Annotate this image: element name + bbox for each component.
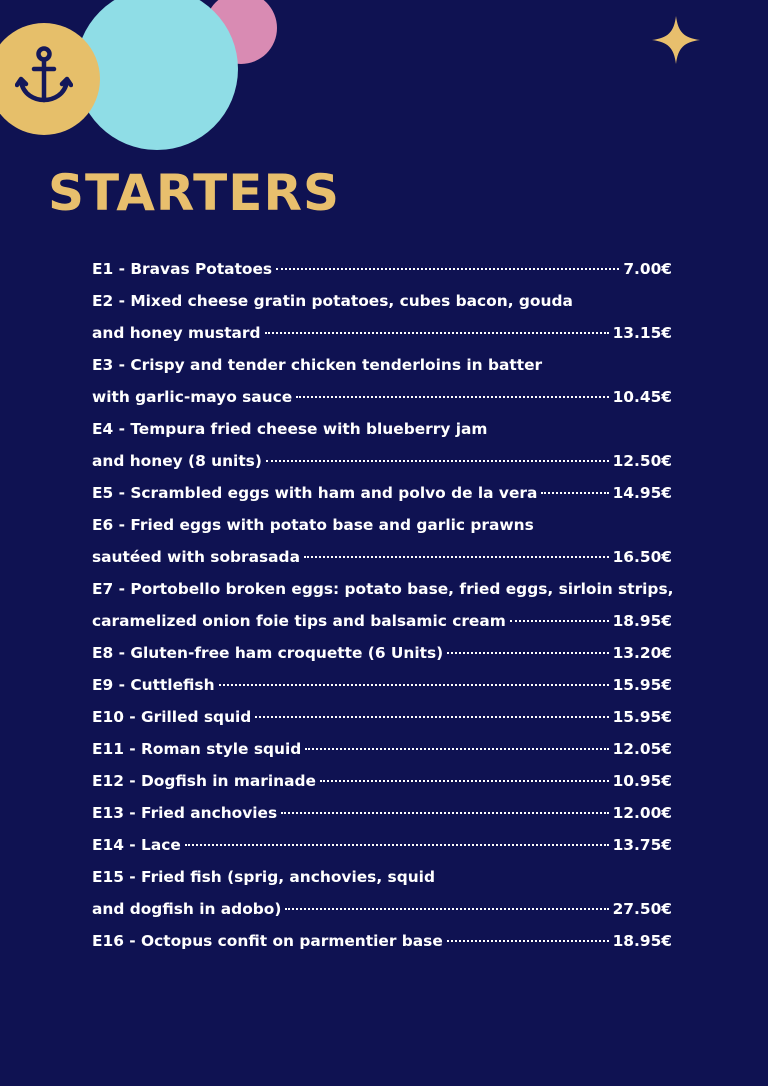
menu-item-name: with garlic-mayo sauce: [92, 388, 293, 406]
menu-item-name: and honey (8 units): [92, 452, 262, 470]
menu-item-name: and honey mustard: [92, 324, 261, 342]
menu-item-row: [92, 925, 672, 957]
menu-item-name: E13 - Fried anchovies: [92, 804, 278, 822]
menu-item-price: 27.50€: [612, 900, 672, 918]
menu-item: [92, 285, 672, 349]
dot-leader: [285, 908, 608, 910]
menu-item: [92, 765, 672, 797]
menu-item-description: E2 - Mixed cheese gratin potatoes, cubes bacon, gouda: [92, 292, 573, 310]
menu-item-row: [92, 477, 672, 509]
dot-leader: [281, 812, 608, 814]
menu-item-price: 10.45€: [612, 388, 672, 406]
menu-item-price: 13.75€: [612, 836, 672, 854]
menu-item-name: E5 - Scrambled eggs with ham and polvo de la vera: [92, 484, 538, 502]
menu-item-price: 12.50€: [612, 452, 672, 470]
menu-item-price: 12.00€: [612, 804, 672, 822]
dot-leader: [276, 268, 619, 270]
dot-leader: [447, 652, 608, 654]
dot-leader: [266, 460, 609, 462]
menu-item-price: 10.95€: [612, 772, 672, 790]
menu-item-price: 14.95€: [612, 484, 672, 502]
menu-item: [92, 669, 672, 701]
menu-item: [92, 253, 672, 285]
menu-item: [92, 701, 672, 733]
menu-item-price: 18.95€: [612, 932, 672, 950]
menu-list: [92, 253, 672, 957]
menu-item-row: [92, 541, 672, 573]
sparkle-star-icon: [650, 14, 702, 66]
menu-item-name: E8 - Gluten-free ham croquette (6 Units): [92, 644, 444, 662]
decorative-cyan-circle: [76, 0, 238, 150]
menu-item-price: 7.00€: [623, 260, 672, 278]
dot-leader: [219, 684, 609, 686]
menu-item-row: [92, 381, 672, 413]
menu-item-name: E14 - Lace: [92, 836, 181, 854]
menu-item: [92, 349, 672, 413]
menu-item-row: [92, 637, 672, 669]
dot-leader: [541, 492, 608, 494]
menu-item: [92, 861, 672, 925]
menu-item: [92, 573, 672, 637]
menu-item-row: [92, 701, 672, 733]
menu-item-row: [92, 317, 672, 349]
menu-item-name: E12 - Dogfish in marinade: [92, 772, 316, 790]
menu-item: [92, 925, 672, 957]
menu-item-name: and dogfish in adobo): [92, 900, 282, 918]
menu-item-description: E4 - Tempura fried cheese with blueberry jam: [92, 420, 488, 438]
menu-item: [92, 733, 672, 765]
menu-item-name: E9 - Cuttlefish: [92, 676, 215, 694]
menu-item-row: [92, 445, 672, 477]
dot-leader: [305, 748, 608, 750]
menu-item-price: 16.50€: [612, 548, 672, 566]
menu-item: [92, 637, 672, 669]
menu-item-price: 15.95€: [612, 676, 672, 694]
menu-item-price: 13.20€: [612, 644, 672, 662]
menu-item: [92, 509, 672, 573]
menu-item-description: E15 - Fried fish (sprig, anchovies, squid: [92, 868, 435, 886]
menu-item-row: [92, 797, 672, 829]
menu-item-name: E10 - Grilled squid: [92, 708, 252, 726]
dot-leader: [296, 396, 608, 398]
menu-item-name: sautéed with sobrasada: [92, 548, 300, 566]
menu-item-row: [92, 605, 672, 637]
menu-item: [92, 413, 672, 477]
anchor-icon: [15, 45, 73, 107]
menu-item: [92, 829, 672, 861]
menu-item-name: E11 - Roman style squid: [92, 740, 302, 758]
dot-leader: [265, 332, 609, 334]
menu-item-row: [92, 669, 672, 701]
menu-item-description: E6 - Fried eggs with potato base and garlic prawns: [92, 516, 534, 534]
menu-item-price: 13.15€: [612, 324, 672, 342]
menu-item-name: caramelized onion foie tips and balsamic cream: [92, 612, 506, 630]
dot-leader: [304, 556, 609, 558]
menu-item-price: 12.05€: [612, 740, 672, 758]
menu-item-price: 18.95€: [612, 612, 672, 630]
page-title: STARTERS: [48, 164, 340, 222]
menu-item-row: [92, 765, 672, 797]
menu-item: [92, 797, 672, 829]
dot-leader: [320, 780, 609, 782]
menu-item-row: [92, 253, 672, 285]
menu-item-price: 15.95€: [612, 708, 672, 726]
menu-item-description: E3 - Crispy and tender chicken tenderloins in batter: [92, 356, 543, 374]
dot-leader: [447, 940, 609, 942]
menu-item-row: [92, 829, 672, 861]
dot-leader: [510, 620, 609, 622]
menu-item-row: [92, 893, 672, 925]
menu-item-description: E7 - Portobello broken eggs: potato base, fried eggs, sirloin strips,: [92, 580, 674, 598]
menu-item-name: E16 - Octopus confit on parmentier base: [92, 932, 443, 950]
dot-leader: [255, 716, 608, 718]
menu-item-name: E1 - Bravas Potatoes: [92, 260, 273, 278]
menu-item-row: [92, 733, 672, 765]
menu-item: [92, 477, 672, 509]
dot-leader: [185, 844, 609, 846]
